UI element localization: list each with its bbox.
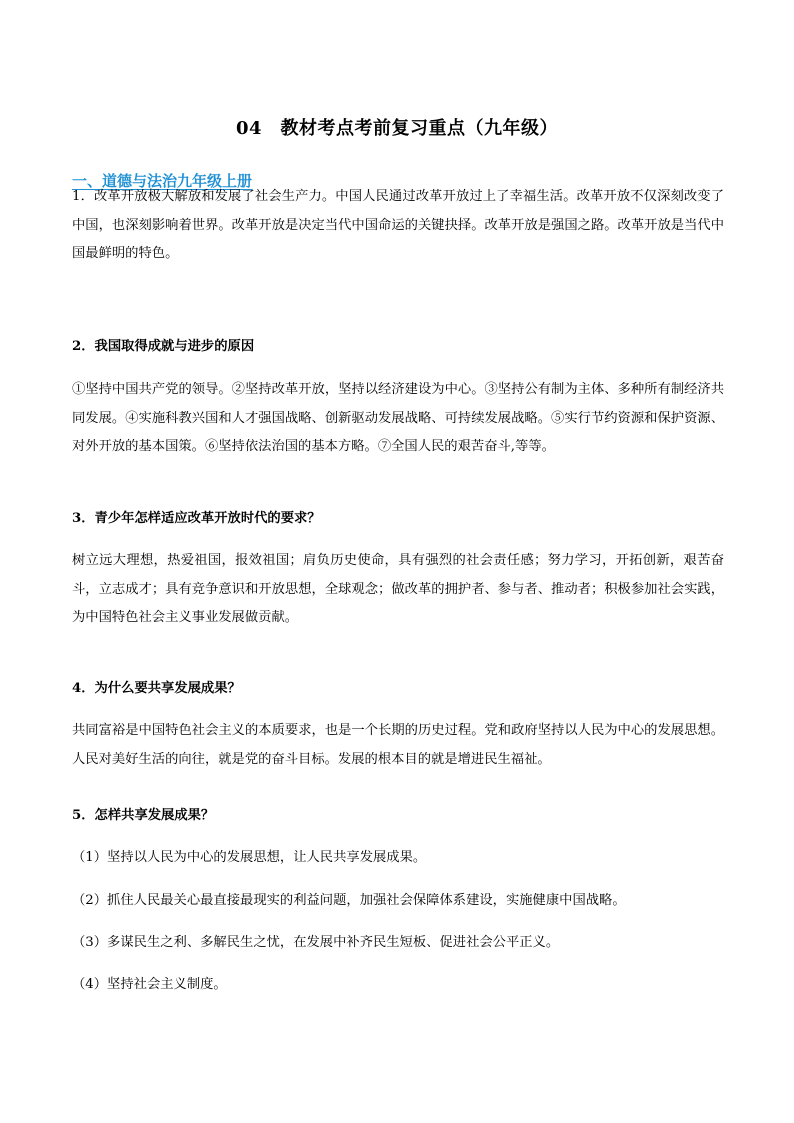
document-title: 04 教材考点考前复习重点（九年级）	[235, 118, 559, 139]
item-5-point-3: （3）多谋民生之利、多解民生之忧，在发展中补齐民生短板、促进社会公平正义。	[72, 935, 560, 950]
item-3-question: 3．青少年怎样适应改革开放时代的要求？	[72, 511, 321, 526]
item-5-point-4: （4）坚持社会主义制度。	[72, 977, 227, 992]
item-4-question: 4．为什么要共享发展成果？	[72, 681, 241, 696]
item-2-question: 2．我国取得成就与进步的原因	[72, 339, 255, 354]
item-5-point-1: （1）坚持以人民为中心的发展思想，让人民共享发展成果。	[72, 850, 427, 865]
item-2-answer: ①坚持中国共产党的领导。②坚持改革开放，坚持以经济建设为中心。③坚持公有制为主体、多种所有制经济共同发展。④实施科教兴国和人才强国战略、创新驱动发展战略、可持续发展战略。⑤实行节约资源和保护资源、对外开放的基本国策。⑥坚持依法治国的基本方略。⑦全国人民的艰苦奋斗,等等。	[72, 382, 724, 454]
item-4-answer: 共同富裕是中国特色社会主义的本质要求，也是一个长期的历史过程。党和政府坚持以人民为中心的发展思想。人民对美好生活的向往，就是党的奋斗目标。发展的根本目的就是增进民生福祉。	[72, 723, 724, 767]
item-5-point-2: （2）抓住人民最关心最直接最现实的利益问题，加强社会保障体系建设，实施健康中国战略。	[72, 893, 626, 908]
item-1-paragraph: 1．改革开放极大解放和发展了社会生产力。中国人民通过改革开放过上了幸福生活。改革开放不仅深刻改变了中国，也深刻影响着世界。改革开放是决定当代中国命运的关键抉择。改革开放是强国之路。改革开放是当代中国最鲜明的特色。	[72, 189, 724, 261]
section-heading: 一、道德与法治九年级上册	[72, 172, 253, 190]
item-3-answer: 树立远大理想，热爱祖国，报效祖国；肩负历史使命，具有强烈的社会责任感；努力学习，开拓创新，艰苦奋斗，立志成才；具有竞争意识和开放思想，全球观念；做改革的拥护者、参与者、推动者；积极参加社会实践，为中国特色社会主义事业发展做贡献。	[72, 553, 724, 625]
item-5-question: 5．怎样共享发展成果？	[72, 808, 215, 823]
